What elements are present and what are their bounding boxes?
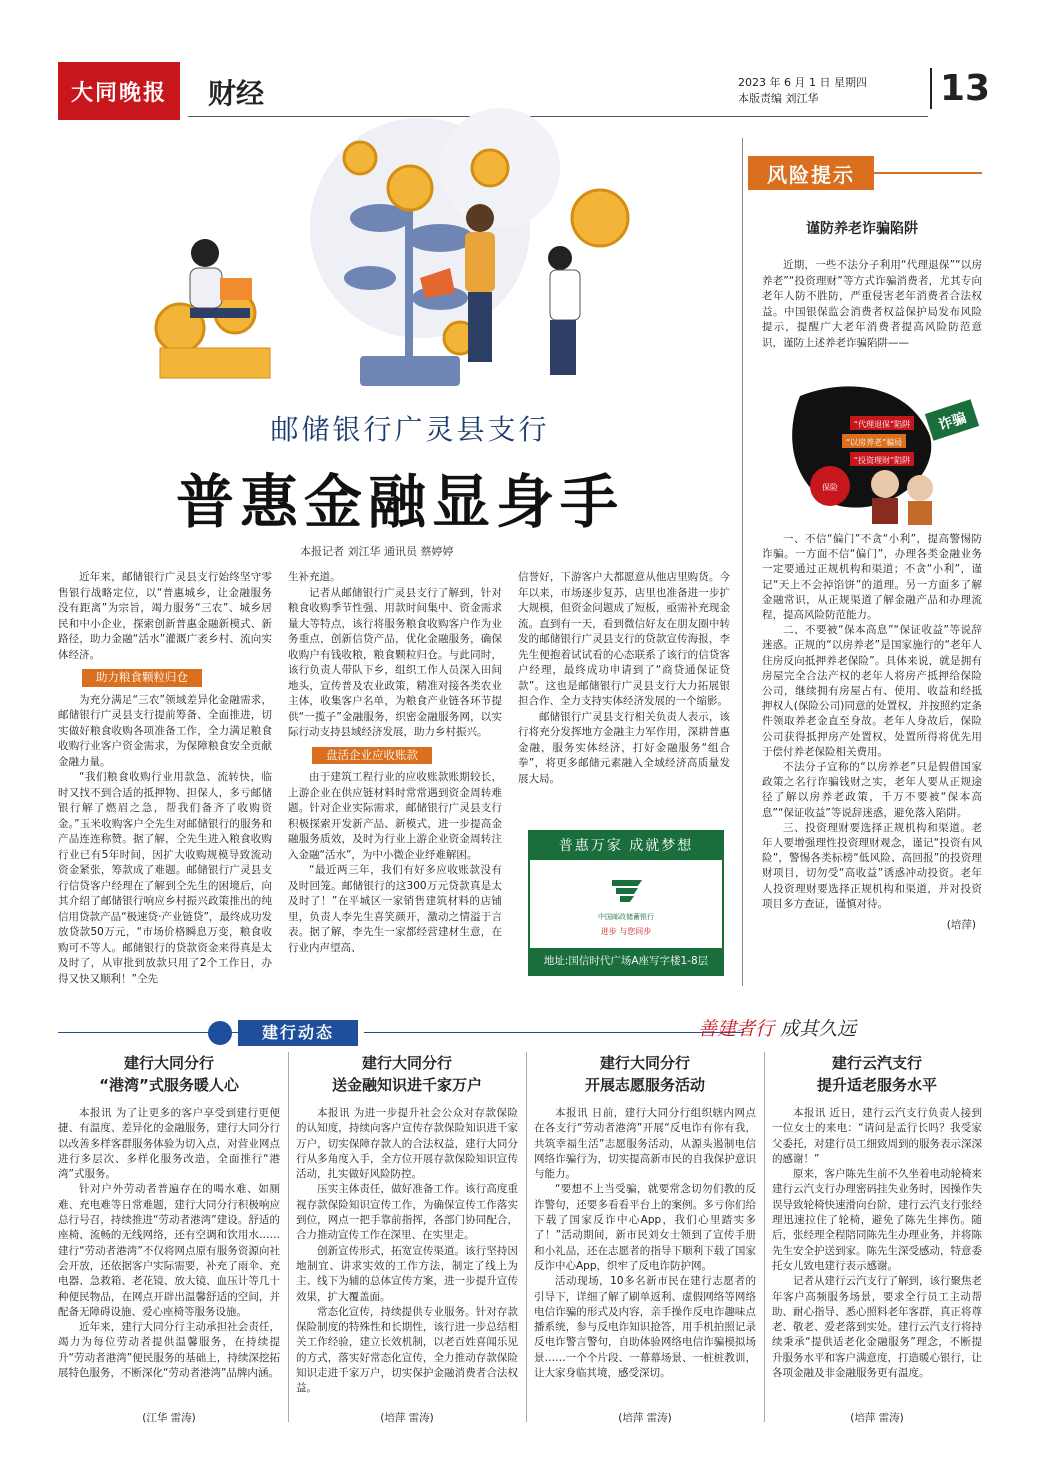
- paragraph: 三、投资理财要选择正规机构和渠道。老年人要增强理性投资理财观念，谨记“投资有风险”，警惕各类标榜“低风险、高回报”的投资理财项目，切勿受“高收益”诱惑冲动投资。老年人投资理财要选择正规机构和渠道，并对投资项目多方查证，谨慎对待。: [762, 821, 982, 910]
- paragraph: 近年来，建行大同分行主动承担社会责任，竭力为每位劳动者提供温馨服务，在持续提升“劳动者港湾”便民服务的基础上，持续深挖拓展特色服务，不断深化“劳动者港湾”品牌内涵。: [58, 1321, 280, 1380]
- column-divider: [288, 1052, 289, 1422]
- paragraph: 本报讯 为进一步提升社会公众对存款保险的认知度，持续向客户宣传存款保险知识进千家万户，切实保障存款人的合法权益，建行大同分行从多角度入手，全方位开展存款保险知识宣传活动，扎实做好风险防控。: [296, 1107, 518, 1181]
- fraud-label: “投资理财”陷阱: [853, 456, 911, 465]
- column-divider: [526, 1052, 527, 1422]
- ccb-news-bar: [58, 1018, 978, 1048]
- article-title: 送金融知识进千家万户: [331, 1076, 482, 1094]
- psbc-logo-icon: [608, 872, 648, 908]
- ad-address: 地址:国信时代广场A座写字楼1-8层: [530, 948, 722, 974]
- article-title: 建行大同分行: [361, 1054, 452, 1072]
- paragraph: “最近两三年，我们有好多应收账款没有及时回笼。邮储银行的这300万元贷款真是太及时了！”在平城区一家销售建筑材料的店铺里，负责人李先生喜笑颜开，激动之情溢于言表。据了解，李先生一家都经营建材生意，在行业内声望高、: [288, 864, 502, 954]
- article-title: 建行大同分行: [123, 1054, 214, 1072]
- news-article: [296, 1048, 518, 1424]
- paragraph: 不法分子宣称的“以房养老”只是假借国家政策之名行诈骗钱财之实，老年人要从正规途径了解以房养老政策，千万不要被“保本高息”“保证收益”等说辞迷惑，避免落入陷阱。: [762, 761, 982, 819]
- paragraph: 创新宣传形式，拓宽宣传渠道。该行坚持因地制宜、讲求实效的工作方法，制定了线上为主、线下为辅的总体宣传方案，进一步提升宣传效果，扩大覆盖面。: [296, 1244, 518, 1303]
- news-article: [772, 1048, 982, 1424]
- paragraph: 由于建筑工程行业的应收账款账期较长，上游企业在供应链材料时常常遇到资金周转难题。针对企业实际需求，邮储银行广灵县支行积极探索开发新产品、新模式，进一步提高金融服务质效，及时为行业上游企业资金周转注入金融“活水”，为中小微企业纾难解困。: [288, 771, 502, 861]
- paragraph: 生补充道。: [288, 571, 341, 583]
- section-tag: 盘活企业应收账款: [312, 747, 432, 765]
- article-credit: (培萍 雷涛): [618, 1412, 672, 1424]
- ad-slogan: 进步 与您同步: [600, 927, 652, 936]
- article-title: 提升适老服务水平: [816, 1076, 937, 1094]
- slogan-part: 善建者行: [698, 1018, 775, 1040]
- page-number: 13: [930, 68, 978, 109]
- article-title: 建行云汽支行: [831, 1054, 922, 1072]
- paragraph: 本报讯 为了让更多的客户享受到建行更便捷、有温度、差异化的金融服务，建行大同分行以改善多样客群服务体验为切入点，对营业网点进行多层次、多样化服务改造，全面推行“港湾”式服务。: [58, 1107, 280, 1181]
- article-title: 建行大同分行: [599, 1054, 690, 1072]
- bag-label: 保险: [822, 483, 838, 492]
- news-article: [534, 1048, 756, 1424]
- fraud-label: “代理退保”陷阱: [853, 420, 911, 429]
- column-divider: [764, 1052, 765, 1422]
- psbc-advertisement: [528, 830, 724, 976]
- sidebar-title: 谨防养老诈骗陷阱: [806, 221, 918, 237]
- feature-subheadline: 邮储银行广灵县支行: [270, 413, 550, 446]
- paragraph: 近年来，邮储银行广灵县支行始终坚守零售银行战略定位，以“普惠城乡，让金融服务没有距离”为宗旨，竭力服务“三农”、城乡居民和中小企业，探索创新普惠金融新模式、新路径，助力金融“活水”灌溉广袤乡村、流向实体经济。: [58, 571, 272, 661]
- feature-column-1: [58, 570, 272, 987]
- paragraph: “要想不上当受骗，就要常念切勿们教的反诈警句，还要多看看平台上的案例。多亏你们给下载了国家反诈中心App，我们心里踏实多了！”活动期间，新市民刘女士领到了宣传手册和小礼品，还在志愿者的指导下顺利下载了国家反诈中心App，织牢了反电诈防护网。: [534, 1183, 756, 1272]
- feature-byline: 本报记者 刘江华 通讯员 蔡婷婷: [300, 545, 454, 558]
- paragraph: 为充分满足“三农”领域差异化金融需求，邮储银行广灵县支行提前筹备、全面推进，切实做好粮食收购各项准备工作，全力满足粮食收购行业客户资金需求，为保障粮食安全贡献金融力量。: [58, 693, 272, 768]
- paragraph: 本报讯 近日，建行云汽支行负责人接到一位女士的来电：“请问是孟行长吗？我受家父委托，对建行员工细致周到的服务表示深深的感谢！”: [772, 1107, 982, 1165]
- feature-column-3: [518, 570, 730, 787]
- fraud-label: “以房养老”骗局: [845, 438, 903, 447]
- man-carrying-coin-figure: [548, 246, 580, 375]
- paragraph: 一、不信“偏门”不贪“小利”，提高警惕防诈骗。一方面不信“偏门”，办理各类金融业务一定要通过正规机构和渠道；不贪“小利”，谨记“天上不会掉馅饼”的道理。另一方面多了解金融常识，从正规渠道了解金融产品和办理流程，提高风险防范能力。: [762, 533, 982, 622]
- article-credit: (江华 雷涛): [142, 1412, 196, 1424]
- paragraph: 邮储银行广灵县支行相关负责人表示，该行将充分发挥地方金融主力军作用，深耕普惠金融，服务实体经济，打好金融服务“组合拳”，将更多邮储元素融入全域经济高质量发展大局。: [518, 710, 730, 785]
- fraud-cartoon: [760, 376, 982, 526]
- section-tag: 助力粮食颗粒归仓: [82, 669, 202, 687]
- ccb-logo-icon: [208, 1021, 232, 1045]
- scam-sign-label: 诈骗: [936, 409, 969, 434]
- section-title: 财经: [208, 77, 265, 110]
- feature-headline: 普惠金融显身手: [175, 468, 624, 536]
- paragraph: 针对户外劳动者普遍存在的喝水难、如厕难、充电难等日常难题，建行大同分行积极响应总行号召，持续推进“劳动者港湾”建设。舒适的座椅、流畅的无线网络，还有空调和饮用水……建行“劳动者港湾”不仅将网点原有服务资源向社会开放，还依据客户实际需要，补充了雨伞、充电器、急救箱、老花镜、放大镜、血压计等几十种便民物品，在网点开辟出温馨舒适的空间，并配备无障碍设施、爱心座椅等服务设施。: [58, 1183, 280, 1318]
- feature-column-2: [288, 570, 502, 956]
- sidebar-intro: [762, 258, 982, 351]
- paragraph: 本报讯 日前，建行大同分行组织辖内网点在各支行“劳动者港湾”开展“反电诈有你有我，共筑幸福生活”志愿服务活动，从源头遏制电信网络诈骗行为，切实提高新市民的自我保护意识与能力。: [534, 1107, 756, 1181]
- article-credit: (培萍 雷涛): [380, 1412, 434, 1424]
- scam-illustration: [760, 376, 982, 526]
- bar-rule: [364, 1032, 744, 1033]
- paragraph: 记者从邮储银行广灵县支行了解到，针对粮食收购季节性强、用款时间集中、资金需求量大等特点，该行将服务粮食收购客户作为业务重点，创新信贷产品，优化金融服务，确保收购户有钱收粮，粮食颗粒归仓。与此同时，该行负责人带队下乡，组织工作人员深入田间地头，宣传普及农业政策，精准对接各类农业主体，收集客户名单，为粮食产业链各环节提供“一揽子”金融服务，织密金融服务网，以实际行动支持县域经济发展，助力乡村振兴。: [288, 586, 502, 738]
- ccb-slogan: [698, 1014, 856, 1041]
- paragraph: 压实主体责任，做好准备工作。该行高度重视存款保险知识宣传工作，为确保宣传工作落实到位，网点一把手靠前指挥，各部门协同配合，合力推动宣传工作在深里、在实里走。: [296, 1183, 518, 1242]
- paragraph: 原来，客户陈先生前不久坐着电动轮椅来建行云汽支行办理密码挂失业务时，因操作失误导致轮椅快速滑向台阶，建行云汽支行张经理迅速拉住了轮椅，避免了陈先生摔伤。随后，张经理全程陪同陈先生办理业务，并将陈先生安全护送到家。陈先生深受感动，特意委托女儿致电建行表示感谢。: [772, 1168, 982, 1272]
- sidebar-signature: (培萍): [946, 919, 976, 932]
- paragraph: 信誉好，下游客户大都愿意从他店里购货。今年以来，市场逐步复苏，店里也准备进一步扩大规模，但资金问题成了短板，亟需补充现金流。直到有一天，看到微信好友在朋友圈中转发的邮储银行广灵县支行的贷款宣传海报，李先生便抱着试试看的心态联系了该行的信贷客户经理，最终成功申请到了“商贷通保证贷款”。这也是邮储银行广灵县支行大力拓展银担合作、全力支持实体经济发展的一个缩影。: [518, 571, 730, 707]
- hero-illustration: [120, 98, 730, 398]
- article-credit: (培萍 雷涛): [850, 1412, 904, 1424]
- article-title: “港湾”式服务暖人心: [99, 1076, 239, 1094]
- sidebar-points: [762, 532, 982, 933]
- paragraph: 近期，一些不法分子利用“代理退保”“以房养老”“投资理财”等方式诈骗消费者，尤其专向老年人防不胜防，严重侵害老年消费者合法权益。中国银保监会消费者权益保护局发布风险提示，提醒广大老年消费者提高风险防范意识，谨防上述养老诈骗陷阱——: [762, 259, 982, 349]
- ad-title: 普惠万家 成就梦想: [530, 832, 722, 860]
- paragraph: 二、不要被“保本高息”“保证收益”等说辞迷惑。正规的“以房养老”是国家施行的“老年人住房反向抵押养老保险”。具体来说，就是拥有房屋完全合法产权的老年人将房产抵押给保险公司，继续拥有房屋占有、使用、收益和经抵押权人(保险公司)同意的处置权，并按照约定条件领取养老金直至身故。老年人身故后，保险公司获得抵押房产处置权，处置所得将优先用于偿付养老保险相关费用。: [762, 624, 982, 758]
- risk-banner: 风险提示: [748, 156, 874, 190]
- paragraph: “我们粮食收购行业用款急、流转快，临时又找不到合适的抵押物、担保人，多亏邮储银行解了燃眉之急，帮我们备齐了收购资金。”玉米收购客户仝先生对邮储银行的服务和产品连连称赞。据了解，仝先生进入粮食收购行业已有5年时间，因扩大收购规模导致流动资金紧张，筹款成了难题。邮储银行广灵县支行信贷客户经理在了解到仝先生的困境后，向其介绍了邮储银行响应乡村振兴政策推出的纯信用贷款产品“极速贷·产业链贷”，最终成功发放贷款50万元，“市场价格瞬息万变，粮食收购可不等人。邮储银行的贷款资金来得真是太及时了，从审批到放款只用了2个工作日，办得又快又顺利！”仝先: [58, 771, 272, 985]
- paragraph: 活动现场，10多名新市民在建行志愿者的引导下，详细了解了刷单返利、虚假网络等网络电信诈骗的形式及内容，亲手操作反电诈趣味点播系统，参与反电诈知识抢答，用手机拍照记录反电诈警言警句，自助体验网络电信诈骗模拟场景……一个个片段、一幕幕场景、一桩桩教训，让大家身临其境，感受深切。: [534, 1275, 756, 1380]
- slogan-part: 成其久远: [780, 1018, 857, 1040]
- ad-bank-name: 中国邮政储蓄银行: [598, 913, 654, 921]
- banner-rule: [874, 172, 982, 174]
- coins-plants-illustration: [120, 98, 730, 398]
- news-article: [58, 1048, 280, 1424]
- article-title: 开展志愿服务活动: [584, 1076, 705, 1094]
- paragraph: 常态化宣传，持续提供专业服务。针对存款保险制度的特殊性和长期性，该行进一步总结相关工作经验，建立长效机制，以老百姓喜闻乐见的方式，落实好常态化宣传，全力推动存款保险知识走进千家万户，切实保护金融消费者合法权益。: [296, 1305, 518, 1395]
- page-editor: 本版责编 刘江华: [738, 92, 819, 105]
- issue-date: 2023 年 6 月 1 日 星期四: [738, 76, 867, 89]
- newspaper-logo: 大同晚报: [58, 62, 180, 120]
- paragraph: 记者从建行云汽支行了解到，该行聚焦老年客户高频服务场景，要求全行员工主动帮助、耐心指导、悉心照料老年客群，真正将尊老、敬老、爱老落到实处。建行云汽支行将持续秉承“提供适老化金融服务”理念，不断提升服务水平和客户满意度，打造暖心银行，让各项金融及非金融服务更有温度。: [772, 1275, 982, 1380]
- ccb-section-label: 建行动态: [238, 1020, 358, 1046]
